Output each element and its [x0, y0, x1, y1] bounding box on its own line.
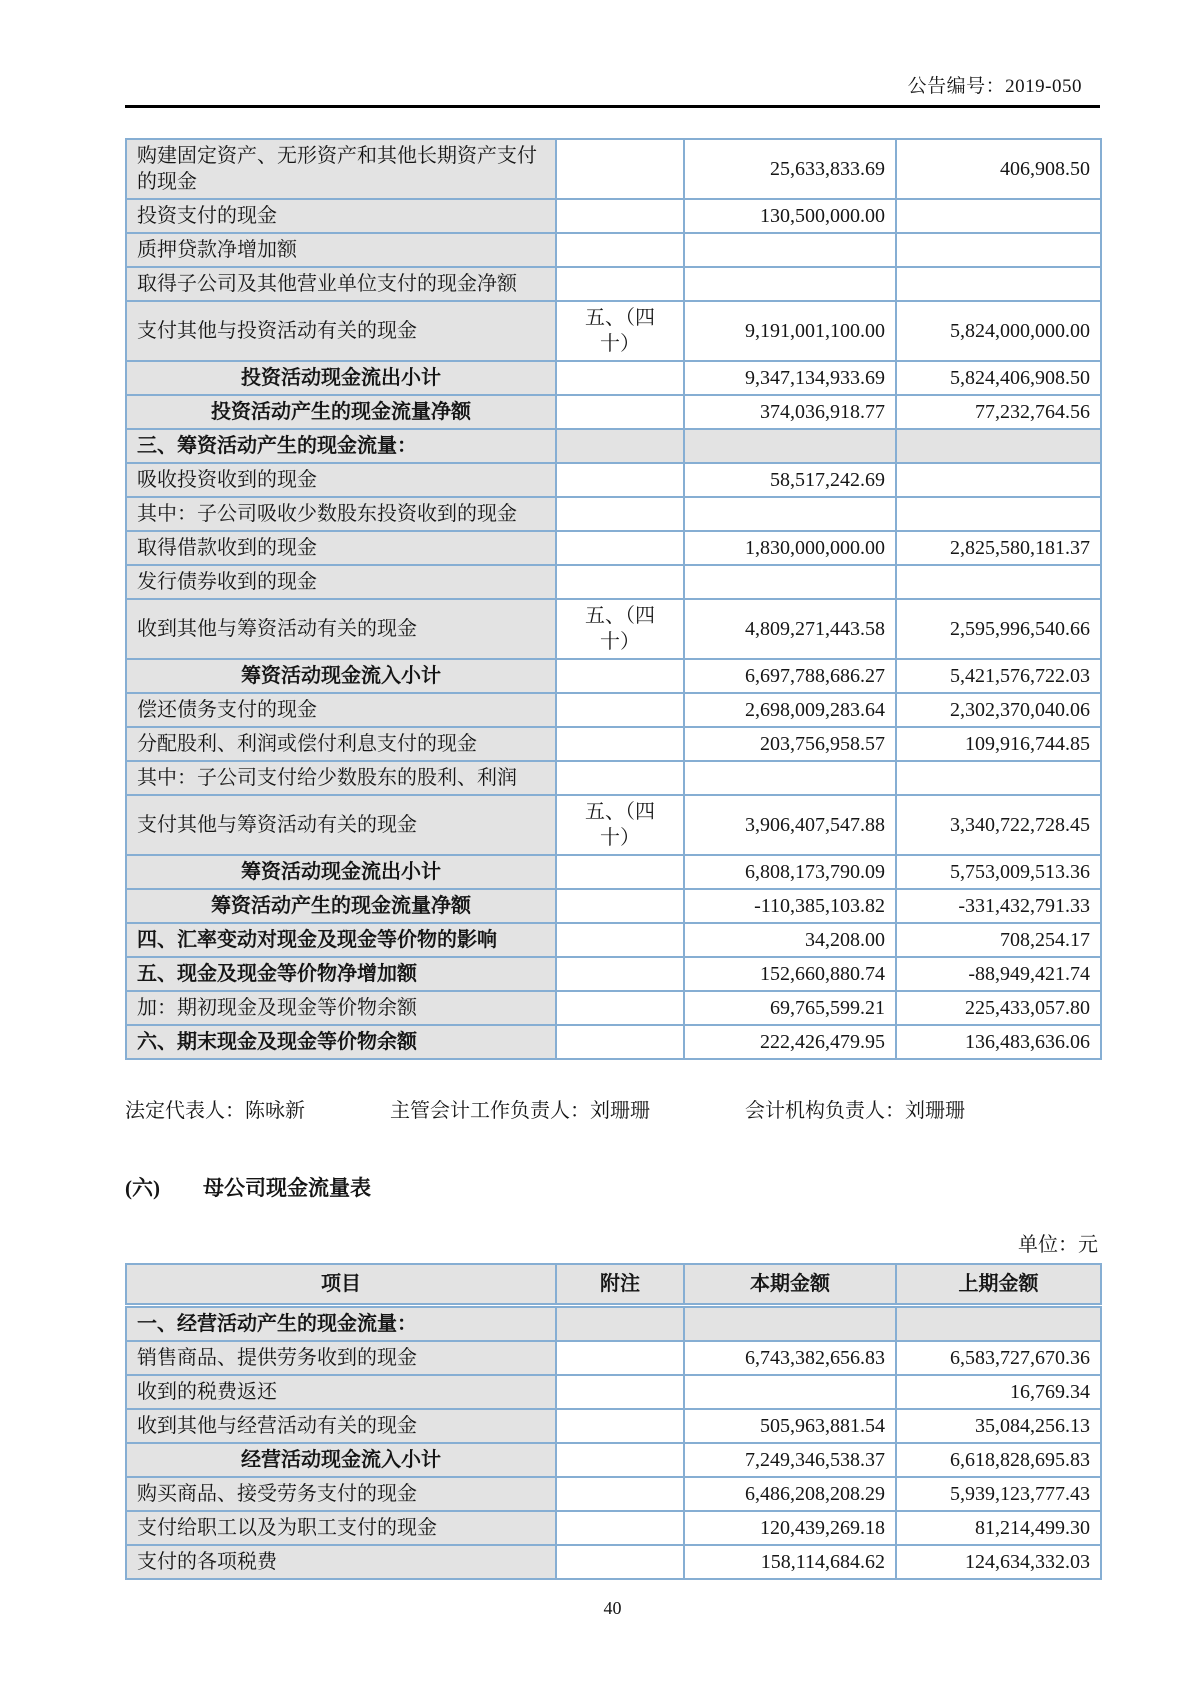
item-label-cell: 分配股利、利润或偿付利息支付的现金 [126, 727, 556, 761]
note-cell [556, 199, 684, 233]
note-cell [556, 659, 684, 693]
accounting-department-head: 会计机构负责人：刘珊珊 [745, 1100, 965, 1122]
current-amount-cell [684, 1375, 896, 1409]
item-label-cell: 支付其他与投资活动有关的现金 [126, 301, 556, 361]
note-cell [556, 565, 684, 599]
page-content [125, 0, 1100, 1619]
item-label-cell: 筹资活动现金流入小计 [126, 659, 556, 693]
prior-amount-cell: 5,824,406,908.50 [896, 361, 1101, 395]
prior-amount-cell: 5,421,576,722.03 [896, 659, 1101, 693]
item-label-cell: 支付给职工以及为职工支付的现金 [126, 1511, 556, 1545]
item-label-cell: 一、经营活动产生的现金流量： [126, 1306, 556, 1342]
chief-accounting-officer: 主管会计工作负责人：刘珊珊 [390, 1100, 650, 1122]
current-amount-cell [684, 497, 896, 531]
header-rule [125, 105, 1100, 108]
prior-amount-cell: 35,084,256.13 [896, 1409, 1101, 1443]
note-cell: 五、（四十） [556, 301, 684, 361]
item-label-cell: 收到其他与经营活动有关的现金 [126, 1409, 556, 1443]
prior-amount-cell [896, 761, 1101, 795]
current-amount-cell: 58,517,242.69 [684, 463, 896, 497]
note-cell [556, 957, 684, 991]
table-row [126, 395, 1101, 429]
current-amount-cell: 7,249,346,538.37 [684, 1443, 896, 1477]
prior-amount-cell: -331,432,791.33 [896, 889, 1101, 923]
note-cell: 五、（四十） [556, 599, 684, 659]
item-label-cell: 取得子公司及其他营业单位支付的现金净额 [126, 267, 556, 301]
table-row [126, 659, 1101, 693]
item-label-cell: 投资支付的现金 [126, 199, 556, 233]
item-label-cell: 取得借款收到的现金 [126, 531, 556, 565]
header-current-amount: 本期金额 [684, 1264, 896, 1306]
header-prior-amount: 上期金额 [896, 1264, 1101, 1306]
item-label-cell: 五、现金及现金等价物净增加额 [126, 957, 556, 991]
prior-amount-cell: 6,583,727,670.36 [896, 1341, 1101, 1375]
note-cell [556, 923, 684, 957]
table-row [126, 565, 1101, 599]
current-amount-cell: 505,963,881.54 [684, 1409, 896, 1443]
note-cell [556, 267, 684, 301]
prior-amount-cell: 225,433,057.80 [896, 991, 1101, 1025]
table-header-row [126, 1264, 1101, 1306]
table-row [126, 761, 1101, 795]
prior-amount-cell [896, 233, 1101, 267]
item-label-cell: 购建固定资产、无形资产和其他长期资产支付的现金 [126, 139, 556, 199]
current-amount-cell [684, 565, 896, 599]
note-cell [556, 1025, 684, 1059]
prior-amount-cell [896, 267, 1101, 301]
prior-amount-cell: 2,825,580,181.37 [896, 531, 1101, 565]
note-cell [556, 1443, 684, 1477]
section-row [126, 1306, 1101, 1342]
prior-amount-cell: 708,254.17 [896, 923, 1101, 957]
item-label-cell: 销售商品、提供劳务收到的现金 [126, 1341, 556, 1375]
table-row [126, 991, 1101, 1025]
prior-amount-cell [896, 497, 1101, 531]
current-amount-cell: 6,743,382,656.83 [684, 1341, 896, 1375]
note-cell [556, 727, 684, 761]
item-label-cell: 吸收投资收到的现金 [126, 463, 556, 497]
current-amount-cell [684, 429, 896, 463]
table-row [126, 727, 1101, 761]
table-row [126, 1341, 1101, 1375]
table-row [126, 1511, 1101, 1545]
table-row [126, 855, 1101, 889]
note-cell [556, 1306, 684, 1342]
table-row [126, 463, 1101, 497]
current-amount-cell [684, 1306, 896, 1342]
current-amount-cell: 4,809,271,443.58 [684, 599, 896, 659]
header-note: 附注 [556, 1264, 684, 1306]
current-amount-cell: 2,698,009,283.64 [684, 693, 896, 727]
note-cell [556, 429, 684, 463]
note-cell [556, 693, 684, 727]
section-heading [125, 1172, 1100, 1202]
note-cell [556, 1375, 684, 1409]
current-amount-cell: 6,697,788,686.27 [684, 659, 896, 693]
signature-row [125, 1094, 1100, 1120]
table-row [126, 301, 1101, 361]
current-amount-cell: 6,486,208,208.29 [684, 1477, 896, 1511]
note-cell [556, 1477, 684, 1511]
table-row [126, 1545, 1101, 1579]
table-row [126, 1409, 1101, 1443]
note-cell [556, 1545, 684, 1579]
table-row [126, 233, 1101, 267]
item-label-cell: 加：期初现金及现金等价物余额 [126, 991, 556, 1025]
note-cell [556, 395, 684, 429]
item-label-cell: 收到的税费返还 [126, 1375, 556, 1409]
table-row [126, 693, 1101, 727]
section-title: 母公司现金流量表 [203, 1176, 371, 1200]
prior-amount-cell [896, 463, 1101, 497]
current-amount-cell [684, 233, 896, 267]
item-label-cell: 经营活动现金流入小计 [126, 1443, 556, 1477]
current-amount-cell: 6,808,173,790.09 [684, 855, 896, 889]
table-row [126, 795, 1101, 855]
prior-amount-cell: 2,595,996,540.66 [896, 599, 1101, 659]
item-label-cell: 质押贷款净增加额 [126, 233, 556, 267]
prior-amount-cell [896, 1306, 1101, 1342]
current-amount-cell [684, 267, 896, 301]
header-item: 项目 [126, 1264, 556, 1306]
note-cell [556, 889, 684, 923]
table-row [126, 497, 1101, 531]
current-amount-cell: 152,660,880.74 [684, 957, 896, 991]
parent-company-cashflow-table [125, 1263, 1102, 1580]
current-amount-cell: 203,756,958.57 [684, 727, 896, 761]
table-row [126, 267, 1101, 301]
table-row [126, 923, 1101, 957]
table-row [126, 361, 1101, 395]
section-index: (六) [125, 1176, 160, 1200]
item-label-cell: 偿还债务支付的现金 [126, 693, 556, 727]
table-row [126, 1477, 1101, 1511]
table-row [126, 1025, 1101, 1059]
current-amount-cell: 3,906,407,547.88 [684, 795, 896, 855]
table-row [126, 139, 1101, 199]
prior-amount-cell: 136,483,636.06 [896, 1025, 1101, 1059]
current-amount-cell: 9,191,001,100.00 [684, 301, 896, 361]
current-amount-cell [684, 761, 896, 795]
prior-amount-cell: 5,753,009,513.36 [896, 855, 1101, 889]
current-amount-cell: -110,385,103.82 [684, 889, 896, 923]
prior-amount-cell: -88,949,421.74 [896, 957, 1101, 991]
note-cell [556, 497, 684, 531]
table-row [126, 957, 1101, 991]
prior-amount-cell: 5,939,123,777.43 [896, 1477, 1101, 1511]
prior-amount-cell: 2,302,370,040.06 [896, 693, 1101, 727]
item-label-cell: 三、筹资活动产生的现金流量： [126, 429, 556, 463]
legal-representative: 法定代表人：陈咏新 [125, 1100, 305, 1122]
prior-amount-cell: 3,340,722,728.45 [896, 795, 1101, 855]
current-amount-cell: 25,633,833.69 [684, 139, 896, 199]
prior-amount-cell [896, 565, 1101, 599]
item-label-cell: 筹资活动产生的现金流量净额 [126, 889, 556, 923]
prior-amount-cell: 81,214,499.30 [896, 1511, 1101, 1545]
table-row [126, 199, 1101, 233]
prior-amount-cell: 77,232,764.56 [896, 395, 1101, 429]
current-amount-cell: 120,439,269.18 [684, 1511, 896, 1545]
table-row [126, 599, 1101, 659]
table-row [126, 531, 1101, 565]
note-cell [556, 233, 684, 267]
note-cell [556, 1341, 684, 1375]
table-row [126, 1375, 1101, 1409]
prior-amount-cell [896, 199, 1101, 233]
item-label-cell: 筹资活动现金流出小计 [126, 855, 556, 889]
note-cell [556, 531, 684, 565]
note-cell: 五、（四十） [556, 795, 684, 855]
consolidated-cashflow-table-continued [125, 138, 1102, 1060]
current-amount-cell: 69,765,599.21 [684, 991, 896, 1025]
note-cell [556, 761, 684, 795]
prior-amount-cell: 5,824,000,000.00 [896, 301, 1101, 361]
announcement-number: 公告编号：2019-050 [907, 76, 1082, 97]
current-amount-cell: 158,114,684.62 [684, 1545, 896, 1579]
section-row [126, 429, 1101, 463]
page-number: 40 [603, 1598, 622, 1618]
item-label-cell: 其中：子公司支付给少数股东的股利、利润 [126, 761, 556, 795]
current-amount-cell: 222,426,479.95 [684, 1025, 896, 1059]
current-amount-cell: 34,208.00 [684, 923, 896, 957]
note-cell [556, 139, 684, 199]
current-amount-cell: 374,036,918.77 [684, 395, 896, 429]
note-cell [556, 463, 684, 497]
item-label-cell: 六、期末现金及现金等价物余额 [126, 1025, 556, 1059]
current-amount-cell: 130,500,000.00 [684, 199, 896, 233]
item-label-cell: 支付的各项税费 [126, 1545, 556, 1579]
note-cell [556, 1409, 684, 1443]
item-label-cell: 购买商品、接受劳务支付的现金 [126, 1477, 556, 1511]
current-amount-cell: 1,830,000,000.00 [684, 531, 896, 565]
prior-amount-cell: 406,908.50 [896, 139, 1101, 199]
item-label-cell: 发行债券收到的现金 [126, 565, 556, 599]
item-label-cell: 其中：子公司吸收少数股东投资收到的现金 [126, 497, 556, 531]
note-cell [556, 855, 684, 889]
table-row [126, 1443, 1101, 1477]
note-cell [556, 1511, 684, 1545]
note-cell [556, 991, 684, 1025]
item-label-cell: 投资活动产生的现金流量净额 [126, 395, 556, 429]
prior-amount-cell: 16,769.34 [896, 1375, 1101, 1409]
item-label-cell: 四、汇率变动对现金及现金等价物的影响 [126, 923, 556, 957]
prior-amount-cell [896, 429, 1101, 463]
current-amount-cell: 9,347,134,933.69 [684, 361, 896, 395]
prior-amount-cell: 6,618,828,695.83 [896, 1443, 1101, 1477]
note-cell [556, 361, 684, 395]
item-label-cell: 投资活动现金流出小计 [126, 361, 556, 395]
table-row [126, 889, 1101, 923]
prior-amount-cell: 109,916,744.85 [896, 727, 1101, 761]
unit-label: 单位：元 [1018, 1234, 1098, 1256]
prior-amount-cell: 124,634,332.03 [896, 1545, 1101, 1579]
item-label-cell: 支付其他与筹资活动有关的现金 [126, 795, 556, 855]
item-label-cell: 收到其他与筹资活动有关的现金 [126, 599, 556, 659]
